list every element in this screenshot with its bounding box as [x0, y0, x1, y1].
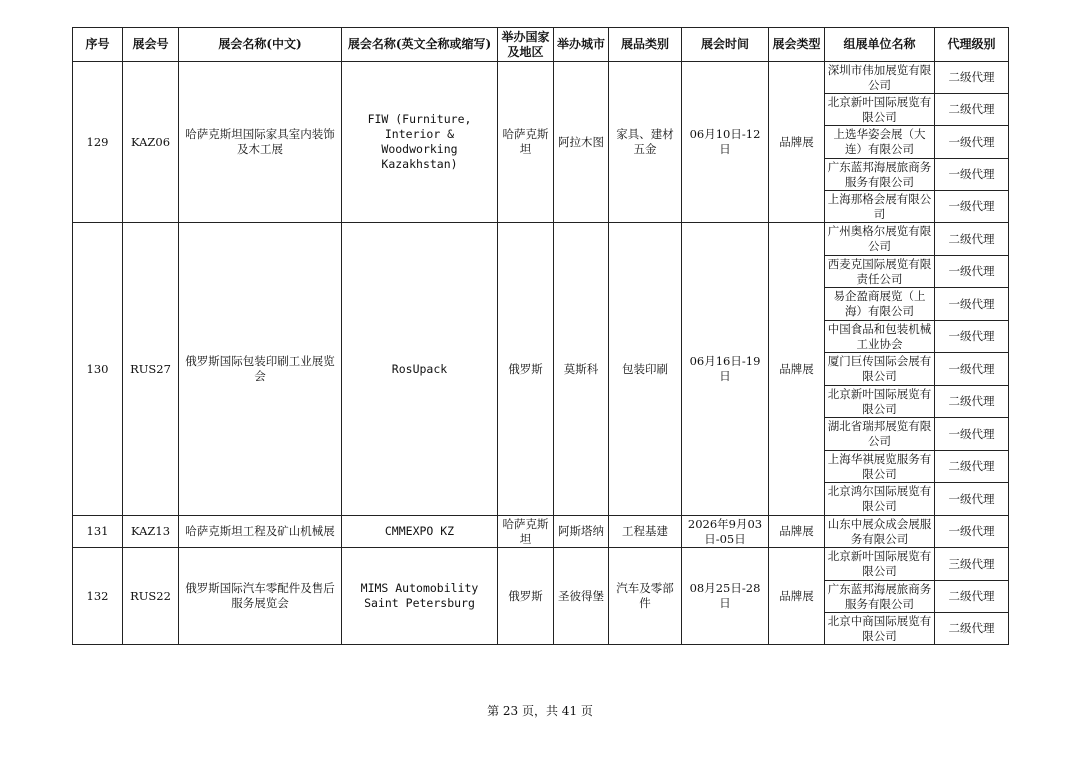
header-code: 展会号 — [123, 28, 179, 62]
organizer-cell: 上海华祺展览服务有限公司 — [825, 451, 935, 483]
table-row — [73, 223, 1009, 256]
level-cell: 二级代理 — [935, 94, 1009, 126]
organizer-cell: 易企盈商展览（上海）有限公司 — [825, 288, 935, 321]
level-cell: 一级代理 — [935, 321, 1009, 353]
header-type: 展会类型 — [769, 28, 825, 62]
level-cell: 一级代理 — [935, 191, 1009, 223]
time-cell: 2026年9月03日-05日 — [682, 516, 769, 548]
header-name-cn: 展会名称(中文) — [179, 28, 342, 62]
exhibition-table — [72, 27, 1009, 645]
name-en-cell: MIMS Automobility Saint Petersburg — [342, 548, 498, 645]
city-cell: 阿拉木图 — [554, 62, 609, 223]
level-cell: 一级代理 — [935, 483, 1009, 516]
category-cell: 包装印刷 — [609, 223, 682, 516]
seq-cell: 129 — [73, 62, 123, 223]
level-cell: 一级代理 — [935, 126, 1009, 159]
organizer-cell: 厦门巨传国际会展有限公司 — [825, 353, 935, 386]
name-en-cell: FIW (Furniture, Interior & Woodworking Kazakhstan) — [342, 62, 498, 223]
category-cell: 家具、建材五金 — [609, 62, 682, 223]
name-en-cell: CMMEXPO KZ — [342, 516, 498, 548]
level-cell: 三级代理 — [935, 548, 1009, 581]
time-cell: 06月10日-12日 — [682, 62, 769, 223]
level-cell: 一级代理 — [935, 288, 1009, 321]
organizer-cell: 北京鸿尔国际展览有限公司 — [825, 483, 935, 516]
type-cell: 品牌展 — [769, 516, 825, 548]
level-cell: 一级代理 — [935, 159, 1009, 191]
level-cell: 二级代理 — [935, 386, 1009, 418]
code-cell: RUS22 — [123, 548, 179, 645]
organizer-cell: 北京新叶国际展览有限公司 — [825, 548, 935, 581]
level-cell: 二级代理 — [935, 581, 1009, 613]
organizer-cell: 广州奥格尔展览有限公司 — [825, 223, 935, 256]
seq-cell: 130 — [73, 223, 123, 516]
header-time: 展会时间 — [682, 28, 769, 62]
type-cell: 品牌展 — [769, 62, 825, 223]
city-cell: 阿斯塔纳 — [554, 516, 609, 548]
time-cell: 06月16日-19日 — [682, 223, 769, 516]
organizer-cell: 上海那格会展有限公司 — [825, 191, 935, 223]
organizer-cell: 湖北省瑞邦展览有限公司 — [825, 418, 935, 451]
level-cell: 二级代理 — [935, 451, 1009, 483]
code-cell: RUS27 — [123, 223, 179, 516]
organizer-cell: 西麦克国际展览有限责任公司 — [825, 256, 935, 288]
table-row — [73, 516, 1009, 548]
city-cell: 莫斯科 — [554, 223, 609, 516]
header-country: 举办国家及地区 — [498, 28, 554, 62]
table-row — [73, 62, 1009, 94]
country-cell: 哈萨克斯坦 — [498, 62, 554, 223]
organizer-cell: 北京中商国际展览有限公司 — [825, 613, 935, 645]
level-cell: 二级代理 — [935, 613, 1009, 645]
header-name-en: 展会名称(英文全称或缩写) — [342, 28, 498, 62]
header-city: 举办城市 — [554, 28, 609, 62]
seq-cell: 131 — [73, 516, 123, 548]
type-cell: 品牌展 — [769, 548, 825, 645]
seq-cell: 132 — [73, 548, 123, 645]
organizer-cell: 山东中展众成会展服务有限公司 — [825, 516, 935, 548]
city-cell: 圣彼得堡 — [554, 548, 609, 645]
level-cell: 一级代理 — [935, 256, 1009, 288]
organizer-cell: 广东蓝邦海展旅商务服务有限公司 — [825, 581, 935, 613]
level-cell: 一级代理 — [935, 516, 1009, 548]
name-cn-cell: 哈萨克斯坦国际家具室内装饰及木工展 — [179, 62, 342, 223]
header-category: 展品类别 — [609, 28, 682, 62]
header-level: 代理级别 — [935, 28, 1009, 62]
organizer-cell: 北京新叶国际展览有限公司 — [825, 386, 935, 418]
level-cell: 一级代理 — [935, 418, 1009, 451]
category-cell: 工程基建 — [609, 516, 682, 548]
code-cell: KAZ13 — [123, 516, 179, 548]
organizer-cell: 北京新叶国际展览有限公司 — [825, 94, 935, 126]
country-cell: 俄罗斯 — [498, 223, 554, 516]
organizer-cell: 广东蓝邦海展旅商务服务有限公司 — [825, 159, 935, 191]
name-en-cell: RosUpack — [342, 223, 498, 516]
header-organizer: 组展单位名称 — [825, 28, 935, 62]
table-row — [73, 548, 1009, 581]
organizer-cell: 中国食品和包装机械工业协会 — [825, 321, 935, 353]
level-cell: 一级代理 — [935, 353, 1009, 386]
type-cell: 品牌展 — [769, 223, 825, 516]
header-row — [73, 28, 1009, 62]
level-cell: 二级代理 — [935, 223, 1009, 256]
time-cell: 08月25日-28日 — [682, 548, 769, 645]
category-cell: 汽车及零部件 — [609, 548, 682, 645]
page-number: 第 23 页，共 41 页 — [487, 704, 593, 718]
header-seq: 序号 — [73, 28, 123, 62]
level-cell: 二级代理 — [935, 62, 1009, 94]
name-cn-cell: 俄罗斯国际汽车零配件及售后服务展览会 — [179, 548, 342, 645]
name-cn-cell: 哈萨克斯坦工程及矿山机械展 — [179, 516, 342, 548]
organizer-cell: 深圳市伟加展览有限公司 — [825, 62, 935, 94]
country-cell: 俄罗斯 — [498, 548, 554, 645]
organizer-cell: 上选华姿会展（大连）有限公司 — [825, 126, 935, 159]
name-cn-cell: 俄罗斯国际包装印刷工业展览会 — [179, 223, 342, 516]
code-cell: KAZ06 — [123, 62, 179, 223]
country-cell: 哈萨克斯坦 — [498, 516, 554, 548]
